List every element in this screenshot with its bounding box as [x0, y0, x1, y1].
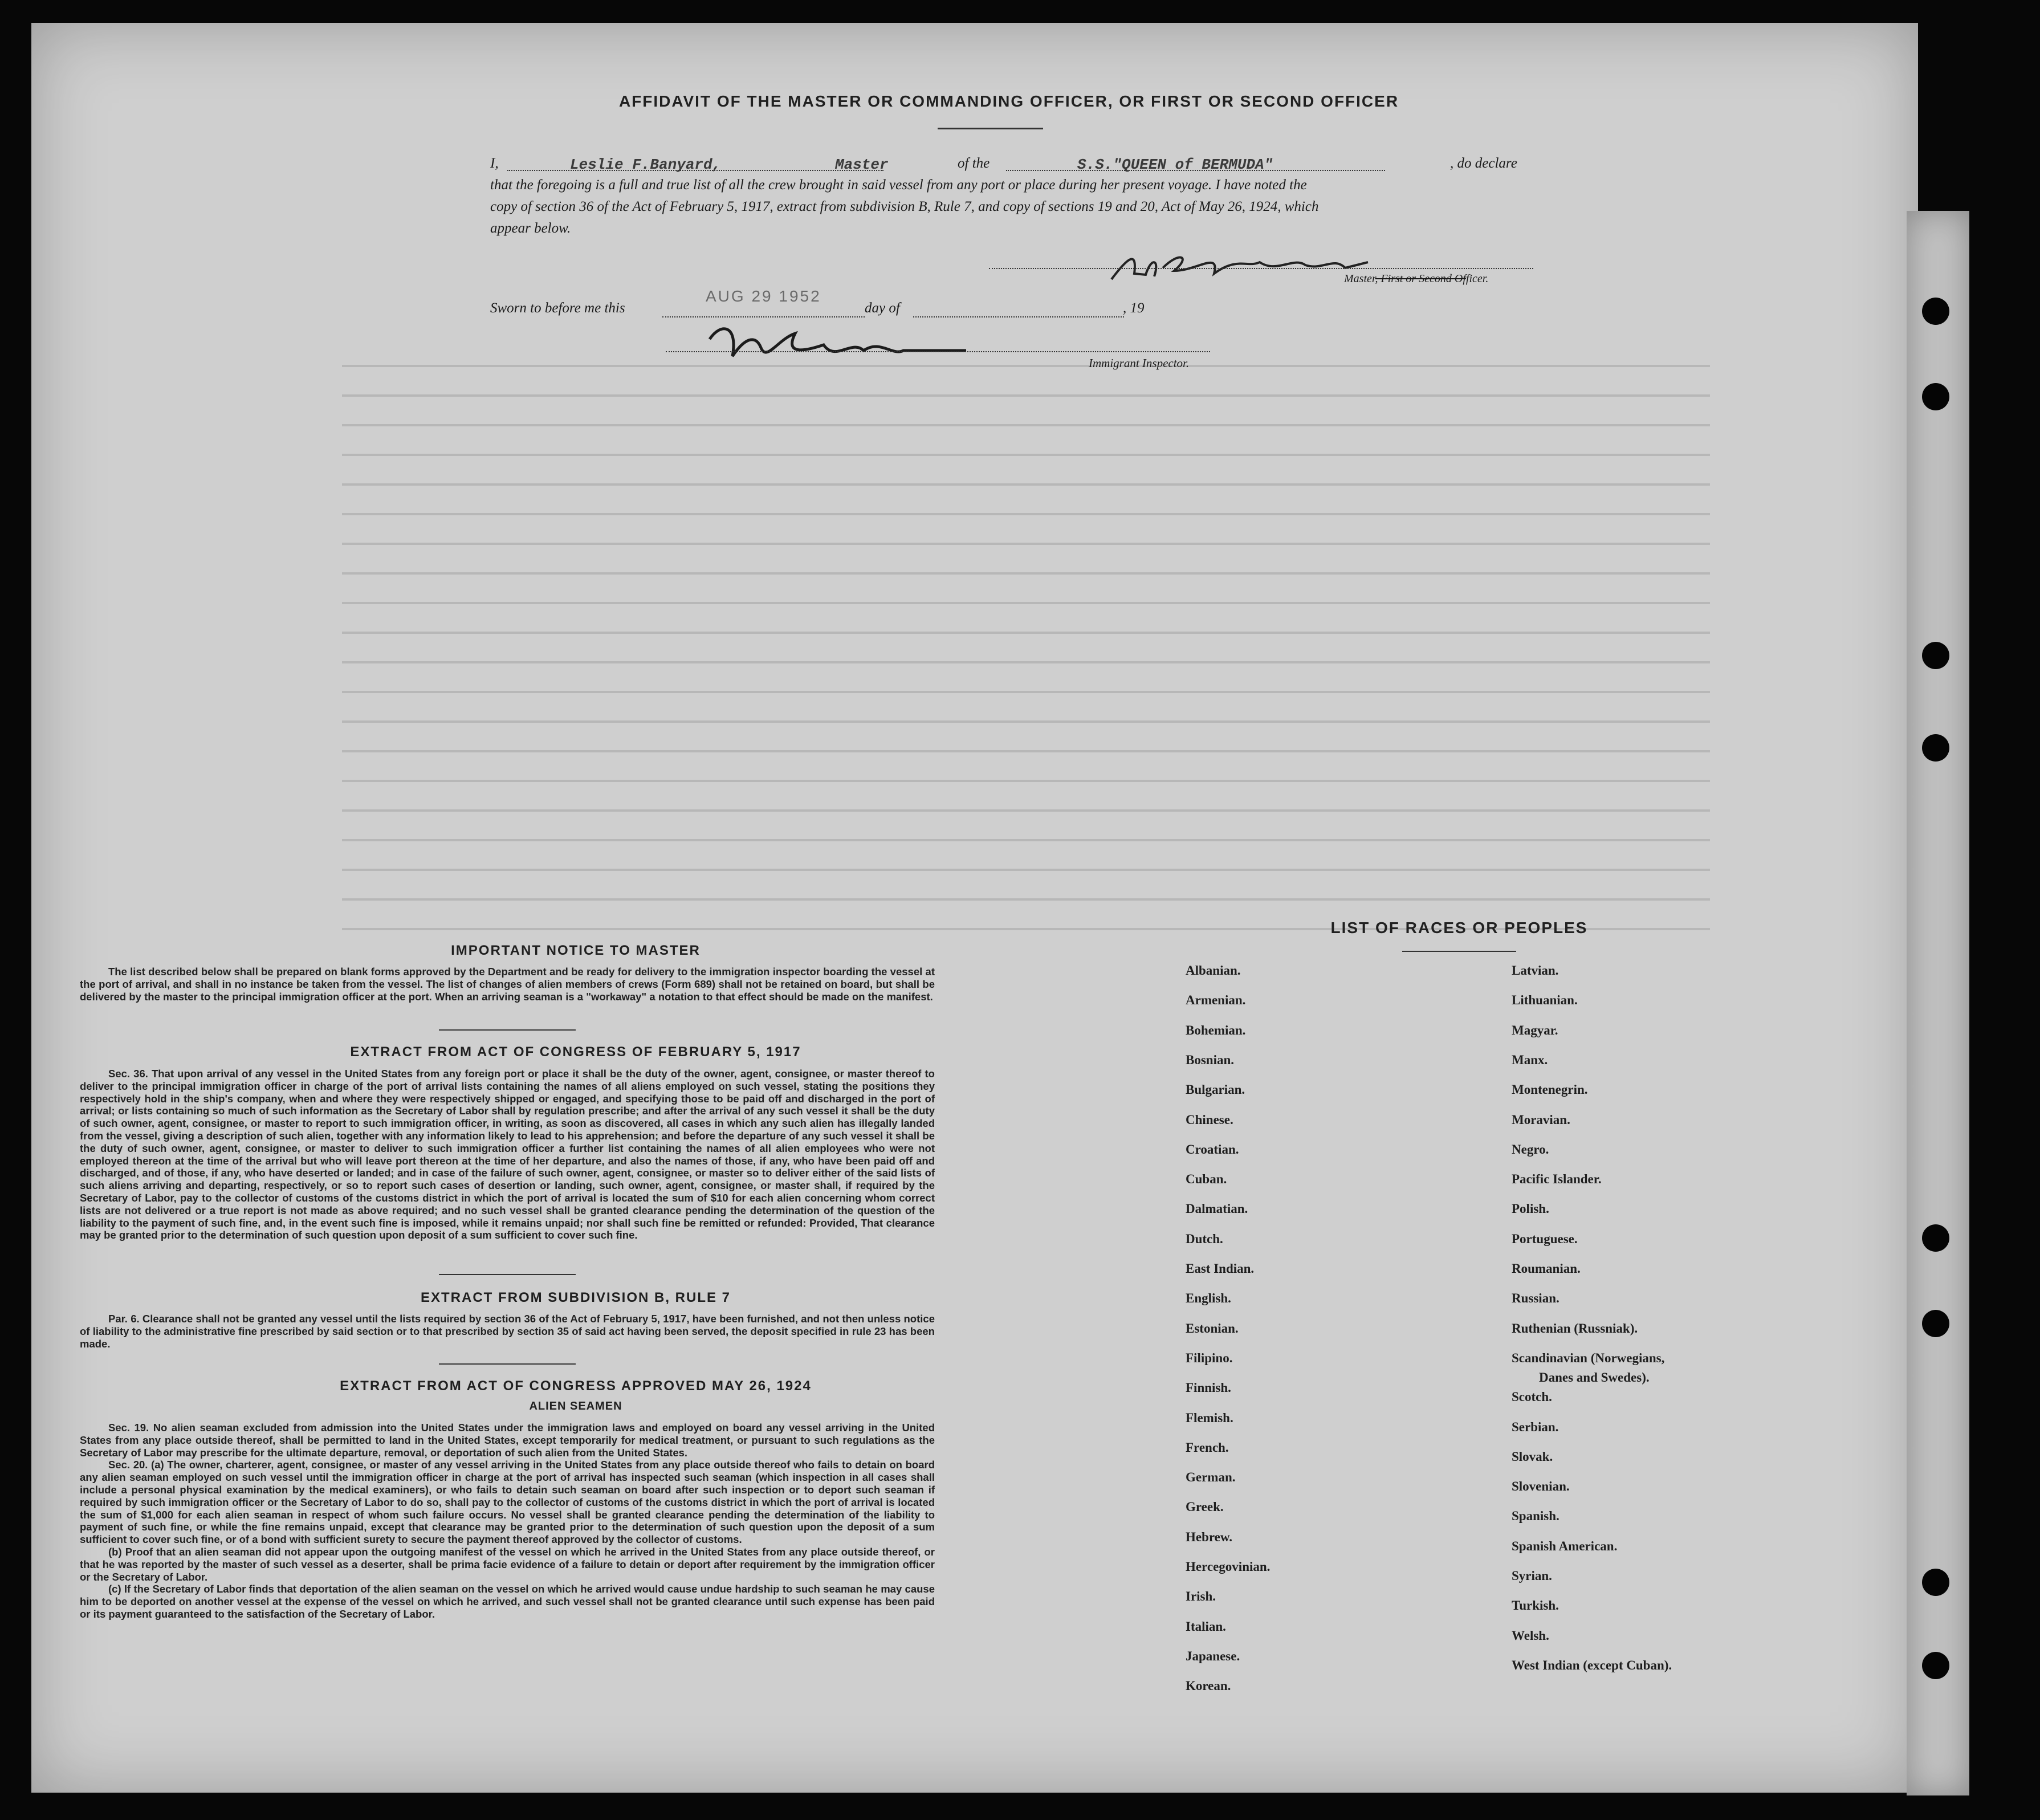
race-item: French.: [1186, 1440, 1229, 1455]
affidavit-title: AFFIDAVIT OF THE MASTER OR COMMANDING OFFICER, OR FIRST OR SECOND OFFICER: [618, 92, 1399, 110]
affidavit-title-rule: [938, 128, 1043, 129]
race-item: Chinese.: [1186, 1113, 1233, 1127]
race-item: Bosnian.: [1186, 1053, 1235, 1067]
of-the-label: of the: [958, 156, 990, 171]
race-item: Spanish.: [1512, 1509, 1559, 1523]
race-item: Magyar.: [1512, 1023, 1558, 1037]
affidavit-line-2: that the foregoing is a full and true list of all the crew brought in said vessel from any port or place during her present voyage. I have noted the: [490, 177, 1307, 193]
race-item: Serbian.: [1512, 1420, 1559, 1434]
race-item: Dalmatian.: [1186, 1202, 1248, 1216]
race-item: Bohemian.: [1186, 1023, 1246, 1037]
sworn-date-stamp: AUG 29 1952: [706, 287, 821, 305]
race-item: Moravian.: [1512, 1113, 1570, 1127]
race-item: Filipino.: [1186, 1351, 1233, 1365]
race-item: Albanian.: [1186, 963, 1241, 978]
sec-20c: (c) If the Secretary of Labor finds that deportation of the alien seaman on the vessel on which he arrived would cause undue hardship to such seaman he may cause him to be deported on another vessel at the expense of the vessel on which he arrived, and such vessel shall not be granted clearance until such expense has been paid or its payment guaranteed to the satisfaction of the Secretary of Labor.: [80, 1583, 935, 1620]
punch-hole: [1922, 1652, 1949, 1679]
punch-hole: [1922, 642, 1949, 669]
race-item: Roumanian.: [1512, 1261, 1581, 1276]
race-item: Greek.: [1186, 1500, 1224, 1514]
race-item: Montenegrin.: [1512, 1082, 1588, 1097]
sec-19: Sec. 19. No alien seaman excluded from admission into the United States under the immigration laws and employed on board any vessel arriving in the United States from any place outside thereof, shall be permitted to land in the United States, except temporarily for medical treatment, or pursuant to such regulations as the Secretary of Labor may prescribe for the ultimate departure, removal, or deportation of such alien from the United States.: [80, 1422, 935, 1459]
races-title-rule: [1402, 951, 1516, 952]
affidavit-line-4: appear below.: [490, 221, 571, 236]
extract-1924-text: [80, 1422, 935, 1621]
race-item: Hebrew.: [1186, 1530, 1232, 1544]
race-item: Scandinavian (Norwegians,: [1512, 1351, 1665, 1365]
race-item: Pacific Islander.: [1512, 1172, 1602, 1186]
race-item: Spanish American.: [1512, 1539, 1618, 1553]
sec-20a: Sec. 20. (a) The owner, charterer, agent, consignee, or master of any vessel arriving in the United States from any place outside thereof who fails to detain on board any alien seaman employed on such vessel until the immigration officer in charge at the port of arrival has inspected such seaman (which inspection in all cases shall include a personal physical examination by the medical examiners), or who fails to detain such seaman on board after such inspection or to deport such seaman if required by such immigration officer or the Secretary of Labor to do so, shall pay to the collector of customs of the customs district in which the port of arrival is located the sum of $1,000 for each alien seaman in respect of whom such failure occurs. No vessel shall be granted clearance pending the determination of the liability to payment of such fine, or while the fine remains unpaid, except that clearance may be granted prior to the determination of such question upon the deposit of a sum sufficient to cover such fine, or of a bond with sufficient surety to secure the payment thereof approved by the collector of customs.: [80, 1459, 935, 1546]
races-title: LIST OF RACES OR PEOPLES: [1330, 919, 1588, 937]
notice-title: IMPORTANT NOTICE TO MASTER: [451, 943, 701, 958]
punch-hole: [1922, 1310, 1949, 1337]
race-item: Negro.: [1512, 1142, 1549, 1157]
punch-hole: [1922, 1569, 1949, 1596]
inspector-caption: Immigrant Inspector.: [1089, 356, 1190, 370]
race-scandinavian-line2: Danes and Swedes).: [1539, 1370, 1650, 1385]
master-name: Leslie F.Banyard,: [570, 156, 722, 173]
race-item: Japanese.: [1186, 1649, 1240, 1663]
race-item: Dutch.: [1186, 1232, 1223, 1246]
underlying-sheet-edge: [1907, 211, 1969, 1795]
race-item: Slovak.: [1512, 1450, 1553, 1464]
race-item: Portuguese.: [1512, 1232, 1578, 1246]
vessel-name: S.S."QUEEN of BERMUDA": [1077, 156, 1273, 173]
inspector-signature: [698, 316, 972, 379]
sworn-label: Sworn to before me this: [490, 300, 625, 316]
punch-hole: [1922, 383, 1949, 410]
race-item: English.: [1186, 1291, 1231, 1305]
race-item: Scotch.: [1512, 1390, 1552, 1404]
affidavit-body: [490, 153, 1536, 239]
race-item: Ruthenian (Russniak).: [1512, 1321, 1638, 1336]
race-item: Croatian.: [1186, 1142, 1239, 1157]
race-item: Korean.: [1186, 1679, 1231, 1693]
race-item: Manx.: [1512, 1053, 1548, 1067]
race-item: Syrian.: [1512, 1569, 1552, 1583]
master-caption: Master, First or Second Officer.: [1344, 272, 1489, 285]
race-item: Armenian.: [1186, 993, 1246, 1007]
year-label: , 19: [1123, 300, 1145, 316]
punch-hole: [1922, 734, 1949, 762]
affidavit-line-3: copy of section 36 of the Act of February 5, 1917, extract from subdivision B, Rule 7, and copy of sections 19 and 20, Act of May 26, 1924, which: [490, 199, 1319, 214]
extract-1917-title: EXTRACT FROM ACT OF CONGRESS OF FEBRUARY 5, 1917: [350, 1044, 801, 1060]
punch-hole: [1922, 298, 1949, 325]
sec-20b: (b) Proof that an alien seaman did not appear upon the outgoing manifest of the vessel on which he arrived in the United States from any place outside thereof, or that he was reported by the master of such vessel as a deserter, shall be prima facie evidence of a failure to detain or deport after requirement by the immigration officer or the Secretary of Labor.: [80, 1545, 935, 1583]
race-item: Finnish.: [1186, 1381, 1231, 1395]
notice-text: The list described below shall be prepared on blank forms approved by the Department and be ready for delivery to the immigration inspector boarding the vessel at the port of arrival, and shall in no instance be taken from the vessel. The list of changes of alien members of crews (Form 689) shall not be retained on board, but shall be delivered by the master to the principal immigration officer at the port. When an arriving seaman is a "workaway" a notation to that effect should be made on the manifest.: [80, 966, 935, 1003]
notice-rule: [439, 1029, 576, 1031]
rule7-title: EXTRACT FROM SUBDIVISION B, RULE 7: [420, 1290, 731, 1305]
race-item: Bulgarian.: [1186, 1082, 1245, 1097]
punch-hole: [1922, 1224, 1949, 1252]
race-item: Irish.: [1186, 1589, 1216, 1603]
race-item: East Indian.: [1186, 1261, 1255, 1276]
master-rank: Master: [835, 156, 889, 173]
race-item: Polish.: [1512, 1202, 1549, 1216]
extract-1917-text: Sec. 36. That upon arrival of any vessel in the United States from any foreign port or place it shall be the duty of the owner, agent, consignee, or master thereof to deliver to the principal immigration officer in charge of the port of arrival lists containing the names of all aliens employed on such vessel, stating the positions they respectively hold in the ship's company, when and where they were respectively shipped or engaged, and specifying those to be paid off and discharged in the port of arrival; or lists containing so much of such information as the Secretary of Labor shall by regulation prescribe; and after the arrival of any such vessel it shall be the duty of such owner, agent, consignee, or master to report to such immigration officer, in writing, as soon as discovered, all cases in which any such alien has illegally landed from the vessel, giving a description of such alien, together with any information likely to lead to his apprehension; and before the departure of any such vessel it shall be the duty of such owner, agent, consignee, or master to deliver to such immigration officer a further list containing the names of all alien employees who were not employed thereon at the time of the arrival but who will leave port thereon at the time of her departure, and also the names of those, if any, who have been paid off and discharged, and of those, if any, who have deserted or landed; and in case of the failure of such owner, agent, consignee, or master so to deliver either of the said lists of such aliens arriving and departing, respectively, or so to report such cases of desertion or landing, such owner, agent, consignee, or master shall, if required by the Secretary of Labor, pay to the collector of customs of the customs district in which the port of arrival is located the sum of $10 for each alien concerning whom correct lists are not delivered or a true report is not made as above required; and no such vessel shall be granted clearance pending the determination of the question of the liability to the payment of such fine, and, in the event such fine is imposed, while it remains unpaid; nor shall such fine be remitted or refunded: Provided, That clearance may be granted prior to the determination of such question upon deposit of a sum sufficient to cover such fine.: [80, 1068, 935, 1241]
race-item: Italian.: [1186, 1619, 1226, 1634]
day-of-label: day of: [865, 300, 900, 316]
rule7-rule: [439, 1363, 576, 1365]
race-item: Flemish.: [1186, 1411, 1233, 1425]
race-item: Hercegovinian.: [1186, 1560, 1271, 1574]
race-item: Lithuanian.: [1512, 993, 1578, 1007]
extract-1924-title: EXTRACT FROM ACT OF CONGRESS APPROVED MAY 26, 1924: [340, 1378, 812, 1394]
race-item: Slovenian.: [1512, 1479, 1570, 1493]
affidavit-i: I,: [490, 156, 499, 171]
race-item: Latvian.: [1512, 963, 1559, 978]
race-item: Estonian.: [1186, 1321, 1239, 1336]
extract-1924-subtitle: ALIEN SEAMEN: [529, 1400, 622, 1412]
race-item: Turkish.: [1512, 1598, 1559, 1613]
rule7-text: Par. 6. Clearance shall not be granted any vessel until the lists required by section 36 of the Act of February 5, 1917, have been furnished, and not then unless notice of liability to the administrative fine prescribed by said section or to that prescribed by section 35 of said act having been served, the deposit specified in rule 23 has been made.: [80, 1313, 935, 1350]
struck-text: , First or Second Of: [1375, 272, 1466, 285]
bleed-through-lines: [342, 365, 1710, 935]
race-item: West Indian (except Cuban).: [1512, 1658, 1672, 1672]
race-item: German.: [1186, 1470, 1236, 1484]
race-item: Cuban.: [1186, 1172, 1227, 1186]
race-item: Russian.: [1512, 1291, 1559, 1305]
do-declare-label: , do declare: [1450, 156, 1517, 171]
extract-1917-rule: [439, 1274, 576, 1275]
race-item: Welsh.: [1512, 1628, 1549, 1643]
